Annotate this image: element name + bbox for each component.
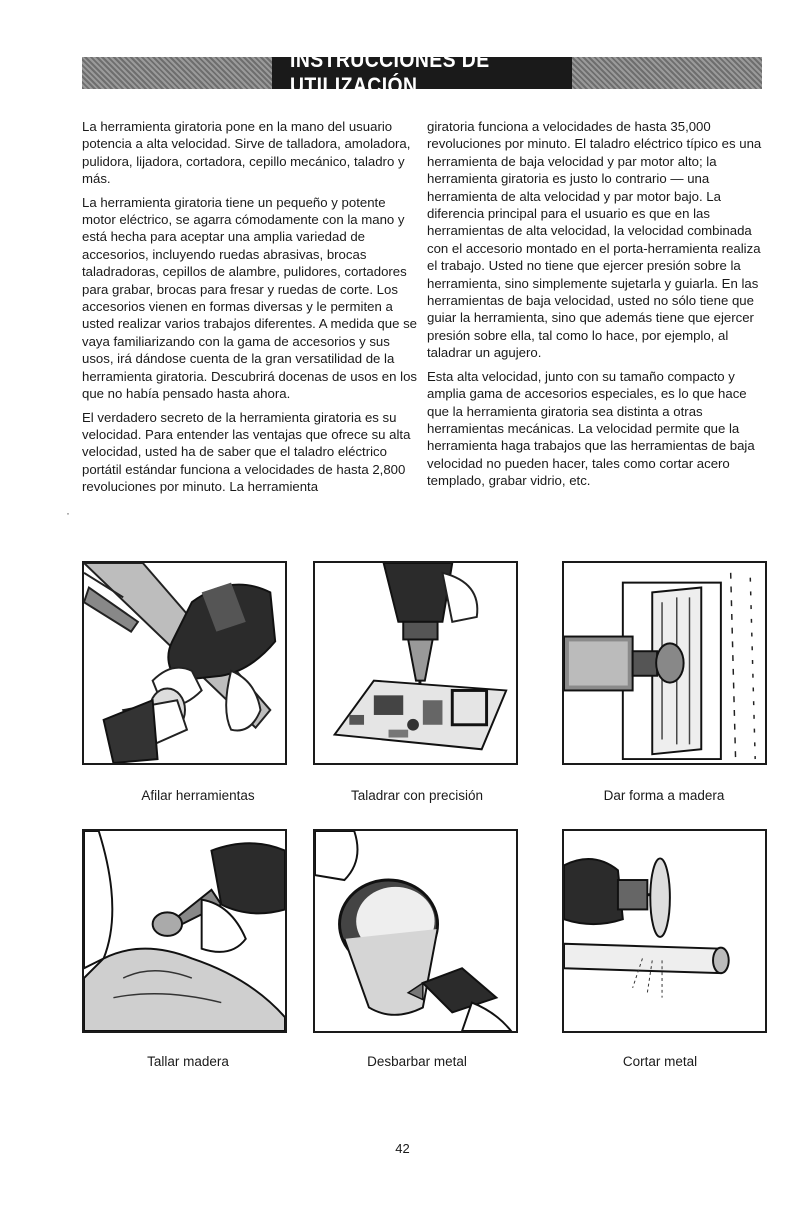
deburring-illustration — [315, 831, 516, 1031]
page-title: INSTRUCCIONES DE UTILIZACIÓN — [290, 47, 490, 98]
sharpening-illustration — [84, 563, 285, 763]
figure-caption: Dar forma a madera — [603, 788, 725, 803]
drilling-illustration — [315, 563, 516, 763]
figure-caption: Afilar herramientas — [141, 788, 255, 803]
paragraph: giratoria funciona a velocidades de hasta 35,000 revoluciones por minuto. El taladro eléctrico típico es una herramienta de baja velocidad y par motor alto; la herramienta giratoria es justo lo contrario — una herramienta de alta velocidad y par motor bajo. La diferencia principal para el usuario es que en las herramientas de alta velocidad, la velocidad combinada con el accesorio montado en el porta-herramienta realiza el trabajo. Usted no tiene que ejercer presión sobre la herramienta, sino simplemente sujetarla y guiarla. En las herramientas de baja velocidad, usted no sólo tiene que guiar la herramienta, sino que además tiene que ejercer presión sobre ella, tal como lo hace, por ejemplo, al taladrar un agujero. — [427, 119, 762, 361]
wood-carving-illustration — [84, 831, 285, 1031]
right-text-column — [427, 118, 762, 496]
figure-wood-carving — [82, 829, 287, 1033]
paragraph: Esta alta velocidad, junto con su tamaño compacto y amplia gama de accesorios especiales, es lo que hace que la herramienta giratoria sea distinta a otras herramientas mecánicas. La velocidad permite que la herramienta haga trabajos que las herramientas de baja velocidad no pueden hacer, tales como cortar acero templado, grabar vidrio, etc. — [427, 368, 755, 489]
figure-deburring — [313, 829, 518, 1033]
page-number: 42 — [395, 1141, 410, 1156]
figure-drilling — [313, 561, 518, 765]
header-banner — [82, 47, 762, 98]
figure-sharpening — [82, 561, 287, 765]
left-text-column — [82, 118, 417, 502]
header-title-box — [272, 47, 572, 98]
paragraph: La herramienta giratoria pone en la mano del usuario potencia a alta velocidad. Sirve de talladora, amoladora, pulidora, lijadora, cortadora, cepillo mecánico, taladro y más. — [82, 119, 411, 187]
figure-caption: Desbarbar metal — [367, 1054, 467, 1069]
figure-metal-cutting — [562, 829, 767, 1033]
figure-caption: Tallar madera — [147, 1054, 229, 1069]
paragraph: El verdadero secreto de la herramienta giratoria es su velocidad. Para entender las ventajas que ofrece su alta velocidad, usted ha de saber que el taladro eléctrico portátil estándar funciona a velocidades de hasta 2,800 revoluciones por minuto. La herramienta — [82, 409, 411, 495]
metal-cutting-illustration — [564, 831, 765, 1031]
paragraph: La herramienta giratoria tiene un pequeño y potente motor eléctrico, se agarra cómodamente con la mano y está hecha para aceptar una amplia variedad de accesorios, incluyendo ruedas abrasivas, brocas taladradoras, cepillos de alambre, pulidores, cortadores para grabar, brocas para fresar y ruedas de corte. Los accesorios vienen en formas diversas y le permiten a usted realizar varios trabajos diferentes. A medida que se vaya familiarizando con la gama de accesorios y sus usos, irá dándose cuenta de la gran versatilidad de la herramienta giratoria. Descubrirá docenas de usos en los que no había pensado hasta ahora. — [82, 194, 418, 402]
wood-shaping-illustration — [564, 563, 765, 763]
scan-mark: · — [66, 506, 70, 520]
figure-caption: Cortar metal — [622, 1054, 698, 1069]
figure-wood-shaping — [562, 561, 767, 765]
figure-caption: Taladrar con precisión — [350, 788, 484, 803]
